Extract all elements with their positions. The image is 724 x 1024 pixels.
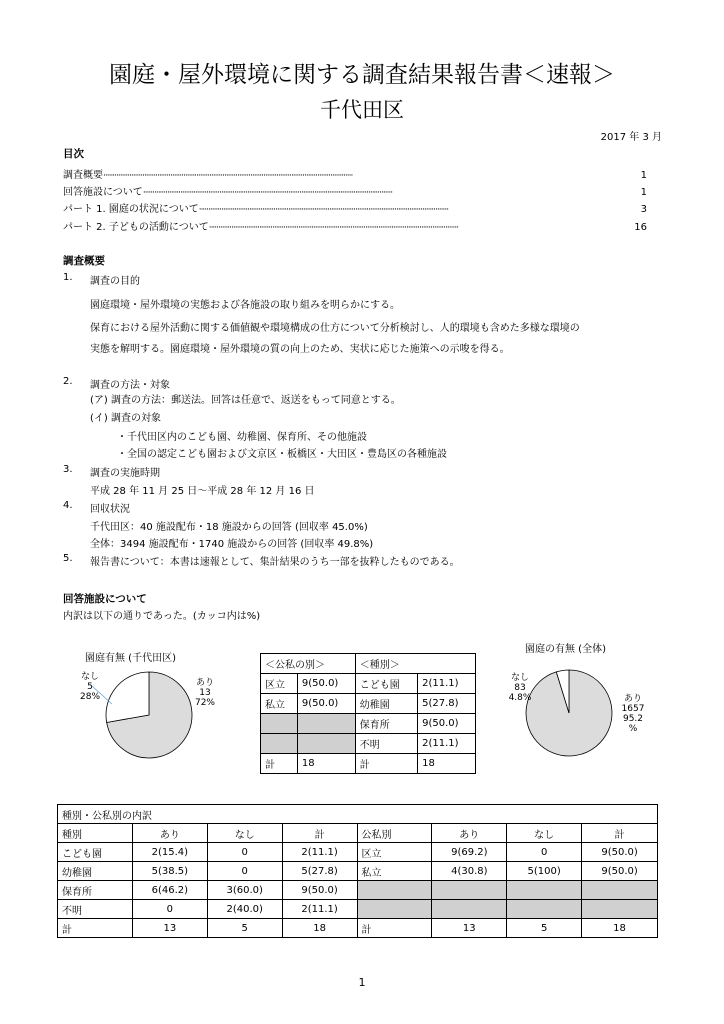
collection-line: 全体：3494 施設配布・1740 施設からの回答 (回収率 49.8%)	[90, 539, 374, 550]
respondents-intro: 内訳は以下の通りであった。(カッコ内は%)	[63, 611, 261, 622]
section-number: 5.	[63, 553, 73, 564]
section-title: 調査の目的	[90, 276, 140, 287]
toc-item: 回答施設について ······································································································································ 1	[63, 183, 647, 197]
purpose-line: 実態を解明する。園庭環境・屋外環境の質の向上のため、実状に応じた施策への示唆を得る。	[90, 344, 510, 355]
toc-item-label: パート 2. 子どもの活動について	[63, 222, 209, 233]
table-row: 保育所 6(46.2) 3(60.0) 9(50.0)	[58, 881, 658, 900]
section-number: 4.	[63, 500, 73, 511]
table-header-row: 種別 あり なし 計 公私別 あり なし 計	[58, 824, 658, 843]
section-title: 調査の方法・対象	[90, 380, 170, 391]
table-row: 私立 9(50.0) 幼稚園 5(27.8)	[261, 694, 476, 714]
report-note: 報告書について：本書は速報として、集計結果のうち一部を抜粋したものである。	[90, 557, 460, 568]
document-subtitle: 千代田区	[320, 98, 404, 122]
target-heading: (イ) 調査の対象	[90, 413, 161, 424]
respondents-heading: 回答施設について	[63, 593, 147, 605]
document-title: 園庭・屋外環境に関する調査結果報告書＜速報＞	[109, 62, 615, 88]
table-header: ＜公私の別＞	[261, 654, 356, 674]
toc-item-page: 16	[634, 222, 647, 233]
pie-right-chart	[524, 668, 614, 758]
toc-item-page: 1	[640, 170, 647, 181]
purpose-line: 園庭環境・屋外環境の実態および各施設の取り組みを明らかにする。	[90, 300, 400, 311]
toc-heading: 目次	[63, 148, 84, 160]
report-date: 2017 年 3 月	[600, 132, 662, 143]
table-row: 区立 9(50.0) こども園 2(11.1)	[261, 674, 476, 694]
toc-item-label: 回答施設について	[63, 187, 143, 198]
period-line: 平成 28 年 11 月 25 日～平成 28 年 12 月 16 日	[90, 486, 315, 497]
page-number: 1	[358, 976, 366, 989]
section-title: 回収状況	[90, 504, 130, 515]
toc-item: 調査概要 ······································································································································ 1	[63, 166, 647, 180]
target-item: ・千代田区内のこども園、幼稚園、保育所、その他施設	[117, 432, 367, 443]
pie-right-ari-label: あり 1657 95.2 %	[621, 694, 645, 734]
breakdown-table	[57, 804, 658, 938]
table-row: 計 13 5 18 計 13 5 18	[58, 919, 658, 938]
pie-left-nashi-label: なし 5 28%	[80, 672, 101, 702]
pie-left-title: 園庭有無 (千代田区)	[85, 653, 176, 664]
toc-item: パート 2. 子どもの活動について ······································································································································ 16	[63, 218, 647, 232]
target-item: ・全国の認定こども園および文京区・板橋区・大田区・豊島区の各種施設	[117, 449, 447, 460]
pie-right-nashi-label: なし 83 4.8%	[508, 673, 532, 703]
table-row: 保育所 9(50.0)	[261, 714, 476, 734]
table-row: 不明 2(11.1)	[261, 734, 476, 754]
section-number: 3.	[63, 464, 73, 475]
toc-item-page: 3	[640, 204, 647, 215]
toc-item-label: 調査概要	[63, 170, 103, 181]
toc-item-label: パート 1. 園庭の状況について	[63, 204, 199, 215]
section-number: 2.	[63, 376, 73, 387]
purpose-line: 保育における屋外活動に関する価値観や環境構成の仕方について分析検討し、人的環境も含めた多様な環境の	[90, 323, 580, 334]
section-title: 調査の実施時期	[90, 468, 160, 479]
toc-item: パート 1. 園庭の状況について ······································································································································ 3	[63, 200, 647, 214]
table-header: ＜種別＞	[355, 654, 475, 674]
table-caption: 種別・公私別の内訳	[58, 805, 658, 824]
pie-left-ari-label: あり 13 72%	[194, 678, 215, 708]
table-row: 幼稚園 5(38.5) 0 5(27.8) 私立 4(30.8) 5(100) 9(50.0)	[58, 862, 658, 881]
table-row: 不明 0 2(40.0) 2(11.1)	[58, 900, 658, 919]
section-number: 1.	[63, 272, 73, 283]
table-row: こども園 2(15.4) 0 2(11.1) 区立 9(69.2) 0 9(50.0)	[58, 843, 658, 862]
toc-item-page: 1	[640, 187, 647, 198]
method-line: (ア) 調査の方法：郵送法。回答は任意で、返送をもって同意とする。	[90, 395, 401, 406]
collection-line: 千代田区：40 施設配布・18 施設からの回答 (回収率 45.0%)	[90, 522, 368, 533]
public-private-type-table	[260, 653, 476, 774]
table-row: 計 18 計 18	[261, 754, 476, 774]
pie-right-title: 園庭の有無 (全体)	[525, 644, 606, 655]
overview-heading: 調査概要	[63, 255, 105, 267]
